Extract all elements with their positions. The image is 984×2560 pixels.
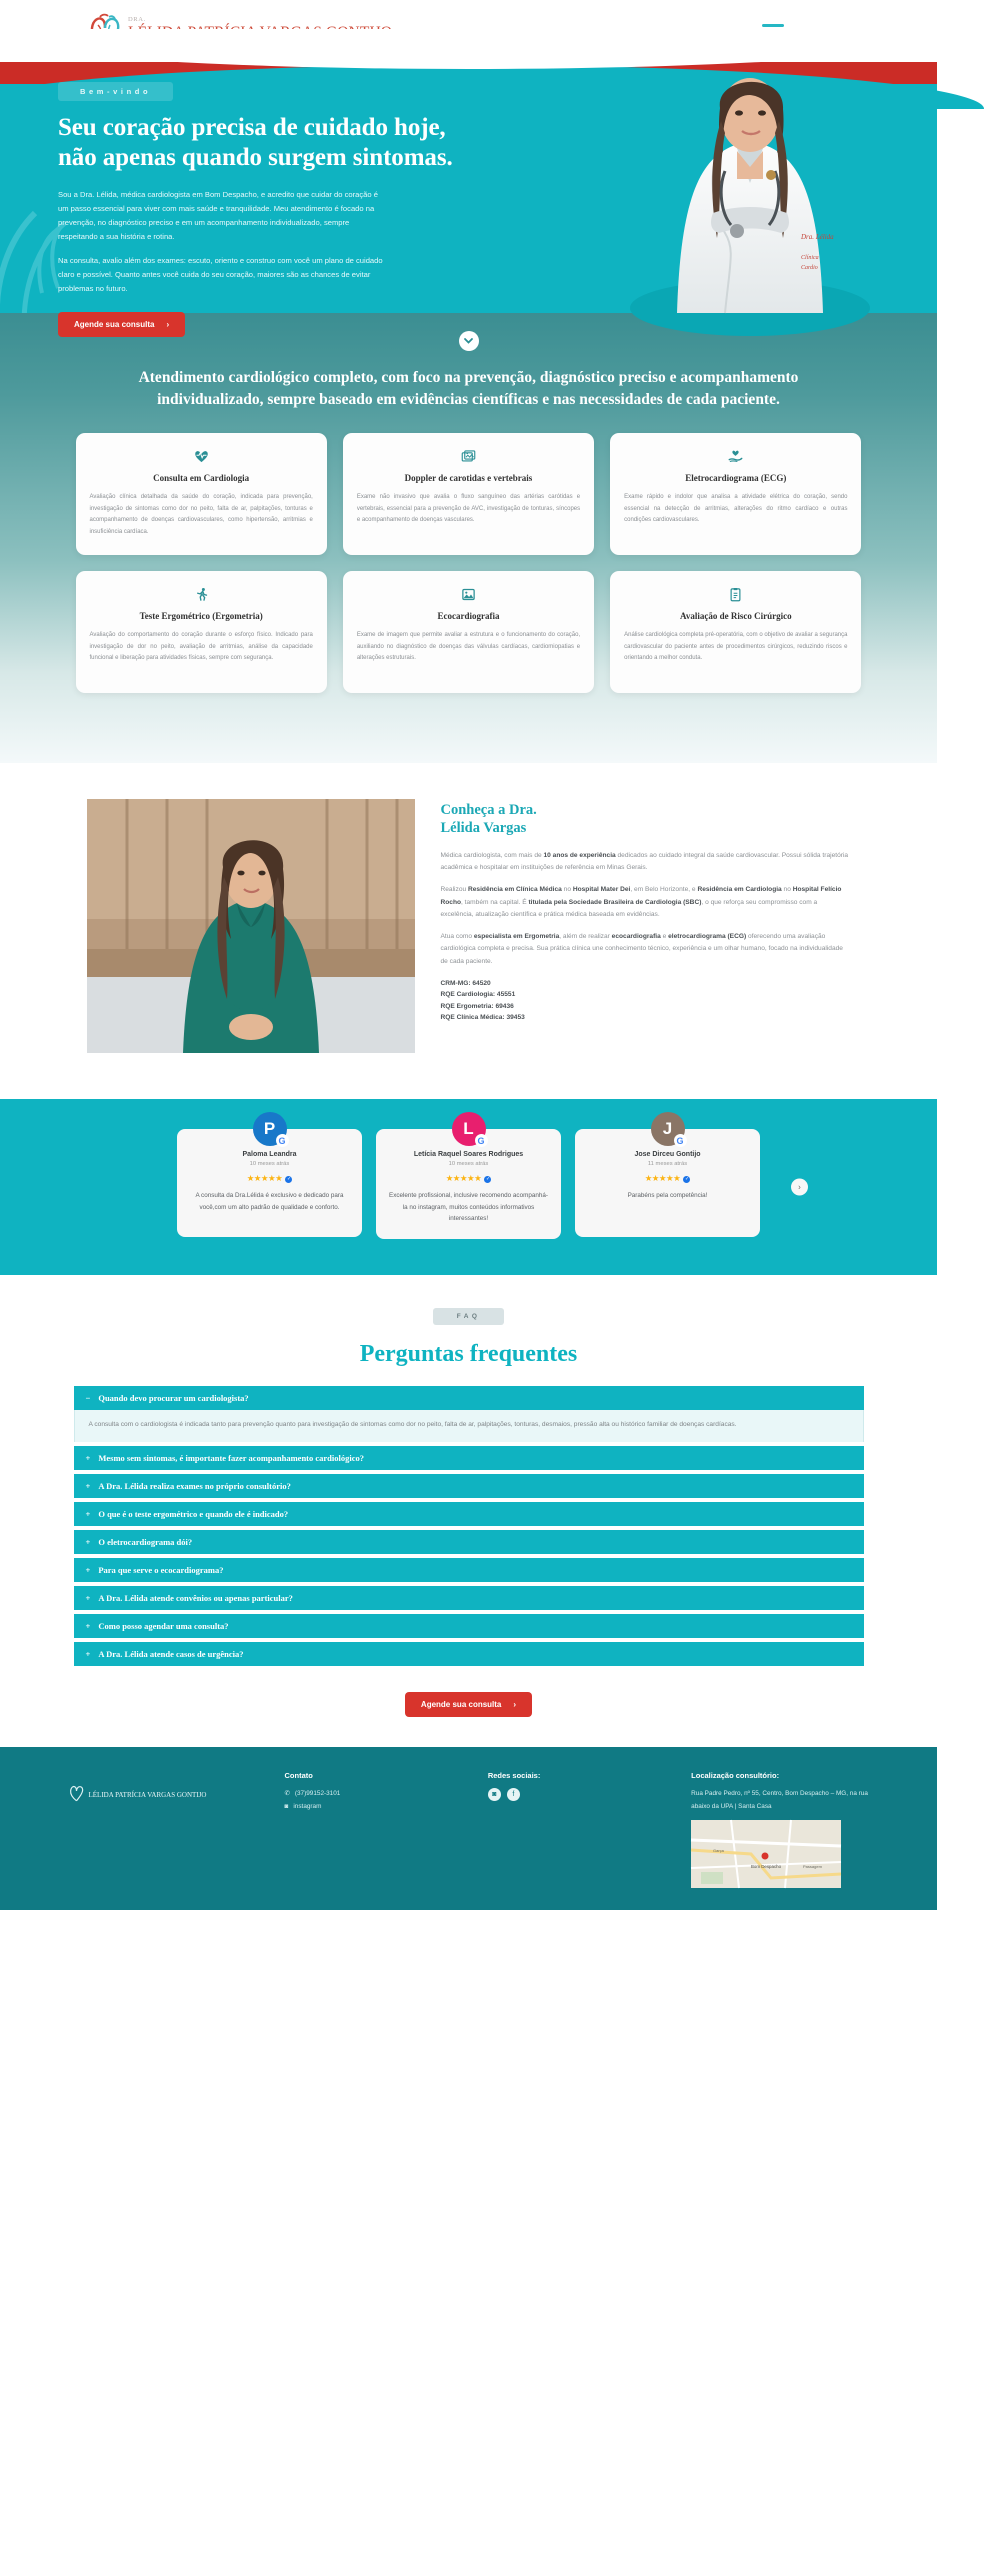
about-title bbox=[441, 801, 851, 838]
rating-stars: ★★★★★ ✓ bbox=[246, 1173, 291, 1183]
hero-cta-button[interactable] bbox=[58, 312, 185, 337]
avatar-initial: P bbox=[263, 1119, 276, 1138]
service-card-title: Avaliação de Risco Cirúrgico bbox=[680, 611, 792, 621]
doctor-portrait-photo bbox=[87, 799, 415, 1053]
logo-prefix: DRA. bbox=[128, 16, 146, 24]
nav-accent-bar bbox=[762, 24, 784, 27]
service-card-title: Consulta em Cardiologia bbox=[153, 473, 250, 483]
footer-phone-row[interactable] bbox=[285, 1788, 462, 1800]
faq-section bbox=[0, 1275, 937, 1748]
plus-icon: + bbox=[85, 1537, 91, 1548]
minus-icon: − bbox=[85, 1392, 91, 1403]
faq-question-text: Como posso agendar uma consulta? bbox=[98, 1621, 229, 1632]
heart-hand-icon bbox=[624, 449, 847, 465]
testimonial-text: Parabéns pela competência! bbox=[627, 1192, 708, 1199]
svg-text:Passagem: Passagem bbox=[803, 1863, 823, 1869]
service-card[interactable] bbox=[76, 433, 327, 555]
about-title-line2: Lélida Vargas bbox=[440, 820, 527, 837]
faq-item bbox=[74, 1386, 864, 1443]
images-stack-icon bbox=[357, 449, 580, 465]
verified-icon: ✓ bbox=[286, 1176, 291, 1182]
faq-question-row[interactable] bbox=[74, 1614, 864, 1638]
rating-stars: ★★★★★ ✓ bbox=[445, 1173, 490, 1183]
testimonial-timestamp: 10 meses atrás bbox=[249, 1161, 290, 1167]
footer-contact-col bbox=[285, 1771, 462, 1812]
hero-badge: Bem-vindo bbox=[58, 82, 173, 101]
credential-ergometria: RQE Ergometria: 69436 bbox=[440, 1002, 514, 1010]
hero-paragraph-2: Na consulta, avalio além dos exames: escuto, oriento e construo com você um plano de cuidado claro e possível. Quanto antes você cuida do seu coração, maiores são as chances de evitar problemas no futuro. bbox=[58, 256, 383, 294]
testimonial-card bbox=[575, 1119, 760, 1237]
clipboard-icon bbox=[624, 587, 847, 603]
service-card-description: Avaliação do comportamento do coração durante o esforço físico. Indicado para investigação de dor no peito, avaliação de arritmias, análise da capacidade funcional e liberação para atividades físicas, sempre com segurança. bbox=[89, 632, 313, 662]
about-paragraph-1: Médica cardiologista, com mais de 10 anos de experiência dedicados ao cuidado integral da saúde cardiovascular. Possui sólida trajetória acadêmica e hospitalar em instituições de referência em Minas Gerais. bbox=[440, 851, 849, 872]
chevron-right-icon: › bbox=[166, 320, 170, 330]
google-icon: G bbox=[276, 1134, 289, 1147]
service-card-description: Exame rápido e indolor que analisa a atividade elétrica do coração, sendo essencial na detecção de arritmias, alterações do ritmo cardíaco e outras condições cardiovasculares. bbox=[624, 494, 848, 524]
service-card[interactable] bbox=[343, 571, 594, 693]
services-section bbox=[0, 313, 937, 763]
faq-question-text: O que é o teste ergométrico e quando ele é indicado? bbox=[98, 1509, 289, 1520]
google-icon: G bbox=[475, 1134, 488, 1147]
running-person-icon bbox=[90, 587, 313, 603]
service-card-description: Avaliação clínica detalhada da saúde do coração, indicada para prevenção, investigação de sintomas como dor no peito, falta de ar, palpitações, tonturas e acompanhamento de doenças cardiovasculares, como hipertensão, arritmias e insuficiência cardíaca. bbox=[89, 494, 313, 536]
service-card-description: Análise cardiológica completa pré-operatória, com o objetivo de avaliar a segurança cardiovascular do paciente antes de procedimentos cirúrgicos, reduzindo riscos e orientando a melhor conduta. bbox=[624, 632, 848, 662]
footer-logo-name: LÉLIDA PATRÍCIA VARGAS GONTIJO bbox=[88, 1791, 207, 1800]
doctor-hero-photo bbox=[585, 63, 915, 313]
service-card-description: Exame não invasivo que avalia o fluxo sanguíneo das artérias carótidas e vertebrais, essencial para a prevenção de AVC, investigação de tonturas, síncopes e acompanhamento de doenças vasculares. bbox=[356, 494, 581, 524]
faq-question-row[interactable] bbox=[74, 1446, 864, 1470]
faq-question-text: Mesmo sem sintomas, é importante fazer acompanhamento cardiológico? bbox=[98, 1453, 365, 1464]
faq-item bbox=[74, 1474, 864, 1498]
svg-text:Bom Despacho: Bom Despacho bbox=[751, 1863, 782, 1869]
avatar bbox=[651, 1112, 685, 1146]
location-map[interactable] bbox=[691, 1820, 841, 1888]
verified-icon: ✓ bbox=[684, 1176, 689, 1182]
faq-item bbox=[74, 1446, 864, 1470]
site-footer bbox=[0, 1747, 937, 1909]
about-title-line1: Conheça a Dra. bbox=[440, 802, 537, 818]
credential-crm: CRM-MG: 64520 bbox=[440, 979, 491, 987]
credential-cardiologia: RQE Cardiologia: 45551 bbox=[440, 991, 516, 999]
faq-question-row[interactable] bbox=[74, 1642, 864, 1666]
plus-icon: + bbox=[85, 1453, 91, 1464]
service-card[interactable] bbox=[76, 571, 327, 693]
footer-instagram-row[interactable] bbox=[285, 1801, 462, 1813]
hero-section bbox=[0, 63, 937, 330]
faq-question-text: A Dra. Lélida realiza exames no próprio consultório? bbox=[98, 1481, 291, 1492]
faq-question-row[interactable] bbox=[74, 1386, 864, 1410]
footer-address: Rua Padre Pedro, nº 55, Centro, Bom Despacho – MG, na rua abaixo da UPA | Santa Casa bbox=[691, 1790, 868, 1810]
google-icon: G bbox=[674, 1134, 687, 1147]
testimonial-author: Letícia Raquel Soares Rodrigues bbox=[413, 1151, 524, 1158]
faq-cta-label: Agende sua consulta bbox=[420, 1700, 502, 1710]
footer-social-col bbox=[488, 1771, 665, 1801]
faq-question-row[interactable] bbox=[74, 1474, 864, 1498]
avatar-initial: L bbox=[463, 1119, 474, 1138]
plus-icon: + bbox=[85, 1649, 91, 1660]
avatar-initial: J bbox=[662, 1119, 673, 1138]
svg-text:Cardio: Cardio bbox=[801, 265, 818, 271]
credential-clinica-medica: RQE Clínica Médica: 39453 bbox=[440, 1014, 525, 1022]
footer-location-col bbox=[691, 1771, 868, 1887]
plus-icon: + bbox=[85, 1593, 91, 1604]
service-card-description: Exame de imagem que permite avaliar a estrutura e o funcionamento do coração, auxiliando no diagnóstico de doenças das válvulas cardíacas, cardiomiopatias e alterações estruturais. bbox=[356, 632, 581, 662]
avatar bbox=[452, 1112, 486, 1146]
faq-question-row[interactable] bbox=[74, 1558, 864, 1582]
service-card-title: Doppler de carotidas e vertebrais bbox=[404, 473, 533, 483]
plus-icon: + bbox=[85, 1481, 91, 1492]
phone-icon: ✆ bbox=[284, 1790, 290, 1798]
faq-item bbox=[74, 1586, 864, 1610]
faq-title: Perguntas frequentes bbox=[359, 1340, 578, 1367]
heart-pulse-icon bbox=[90, 449, 313, 465]
service-card[interactable] bbox=[610, 571, 861, 693]
testimonial-timestamp: 11 meses atrás bbox=[647, 1161, 688, 1167]
verified-icon: ✓ bbox=[485, 1176, 490, 1182]
footer-location-heading: Localização consultório: bbox=[691, 1771, 780, 1781]
rating-stars: ★★★★★ ✓ bbox=[644, 1173, 689, 1183]
faq-question-row[interactable] bbox=[74, 1586, 864, 1610]
footer-phone: (37)99152-3101 bbox=[294, 1790, 341, 1798]
faq-item bbox=[74, 1502, 864, 1526]
faq-question-text: A Dra. Lélida atende convênios ou apenas particular? bbox=[98, 1593, 293, 1604]
testimonial-card bbox=[376, 1119, 561, 1239]
testimonial-card bbox=[177, 1119, 362, 1237]
faq-question-text: Quando devo procurar um cardiologista? bbox=[98, 1392, 249, 1403]
image-picture-icon bbox=[357, 587, 580, 603]
faq-question-text: O eletrocardiograma dói? bbox=[98, 1537, 193, 1548]
plus-icon: + bbox=[85, 1509, 91, 1520]
testimonial-author: Paloma Leandra bbox=[242, 1151, 297, 1158]
service-card-title: Teste Ergométrico (Ergometria) bbox=[139, 611, 263, 621]
hero-title: Seu coração precisa de cuidado hoje, não apenas quando surgem sintomas. bbox=[58, 114, 453, 171]
plus-icon: + bbox=[85, 1621, 91, 1632]
faq-cta-button[interactable] bbox=[405, 1692, 532, 1717]
faq-badge: FAQ bbox=[433, 1308, 505, 1325]
testimonial-text: A consulta da Dra.Lélida é exclusivo e dedicado para você,com um alto padrão de qualidade e conforto. bbox=[195, 1192, 344, 1211]
services-intro-heading: Atendimento cardiológico completo, com foco na prevenção, diagnóstico preciso e acompanhamento individualizado, sempre baseado em evidências científicas e nas necessidades de cada paciente. bbox=[138, 369, 799, 408]
faq-question-text: Para que serve o ecocardiograma? bbox=[98, 1565, 224, 1576]
faq-item bbox=[74, 1642, 864, 1666]
testimonial-text: Excelente profissional, inclusive recomendo acompanhá-la no instagram, muitos conteúdos informativos interessantes! bbox=[389, 1192, 548, 1223]
faq-item bbox=[74, 1558, 864, 1582]
faq-question-text: A Dra. Lélida atende casos de urgência? bbox=[98, 1649, 244, 1660]
svg-text:Dra. Lélida: Dra. Lélida bbox=[801, 233, 834, 241]
chevron-down-icon bbox=[464, 338, 473, 344]
about-paragraph-3: Atua como especialista em Ergometria, além de realizar ecocardiografia e eletrocardiograma (ECG) oferecendo uma avaliação cardiológica completa e precisa. Sua prática clínica une conhecimento técnico, experiência e um olhar humano, focado na individualidade de cada paciente. bbox=[440, 932, 843, 966]
faq-item bbox=[74, 1530, 864, 1554]
service-card[interactable] bbox=[610, 433, 861, 555]
footer-social-heading: Redes sociais: bbox=[487, 1771, 541, 1781]
hero-cta-label: Agende sua consulta bbox=[74, 320, 155, 330]
svg-text:Garça: Garça bbox=[713, 1847, 725, 1853]
chevron-right-icon: › bbox=[798, 1182, 801, 1192]
testimonial-author: Jose Dirceu Gontijo bbox=[634, 1151, 701, 1158]
hero-paragraph-1: Sou a Dra. Lélida, médica cardiologista em Bom Despacho, e acredito que cuidar do coração é um passo essencial para viver com mais saúde e tranquilidade. Meu atendimento é focado na prevenção, no diagnóstico preciso e em um acompanhamento individualizado, sempre respeitando a sua história e rotina. bbox=[58, 190, 378, 242]
footer-heart-logo-icon bbox=[69, 1783, 84, 1807]
plus-icon: + bbox=[85, 1565, 91, 1576]
about-paragraph-2: Realizou Residência em Clínica Médica no Hospital Mater Dei, em Belo Horizonte, e Residência em Cardiologia no Hospital Felício Rocho, também na capital. É titulada pela Sociedade Brasileira de Cardiologia (SBC), o que reforça seu compromisso com a excelência, atualização científica e prática médica baseada em evidências. bbox=[440, 885, 842, 919]
about-section bbox=[0, 763, 937, 1099]
testimonials-next-button[interactable] bbox=[791, 1178, 808, 1195]
footer-logo-block bbox=[69, 1771, 259, 1807]
faq-question-row[interactable] bbox=[74, 1502, 864, 1526]
testimonials-section bbox=[0, 1099, 937, 1275]
service-card-title: Eletrocardiograma (ECG) bbox=[685, 473, 787, 483]
svg-text:Clínica: Clínica bbox=[801, 255, 819, 261]
footer-contact-heading: Contato bbox=[284, 1771, 313, 1781]
faq-answer: A consulta com o cardiologista é indicada tanto para prevenção quanto para investigação de sintomas como dor no peito, falta de ar, palpitações, tonturas, desmaios, pressão alta ou histórico familiar de doenças cardíacas. bbox=[74, 1410, 864, 1443]
instagram-icon: ◙ bbox=[284, 1802, 289, 1810]
faq-question-row[interactable] bbox=[74, 1530, 864, 1554]
service-card-title: Ecocardiografia bbox=[437, 611, 500, 621]
chevron-right-icon: › bbox=[513, 1700, 517, 1710]
facebook-icon[interactable]: f bbox=[507, 1788, 520, 1801]
instagram-icon[interactable]: ◙ bbox=[488, 1788, 501, 1801]
avatar bbox=[253, 1112, 287, 1146]
footer-instagram: instagram bbox=[293, 1802, 322, 1810]
service-card[interactable] bbox=[343, 433, 594, 555]
testimonial-timestamp: 10 meses atrás bbox=[448, 1161, 489, 1167]
faq-item bbox=[74, 1614, 864, 1638]
about-credentials bbox=[441, 978, 851, 1024]
